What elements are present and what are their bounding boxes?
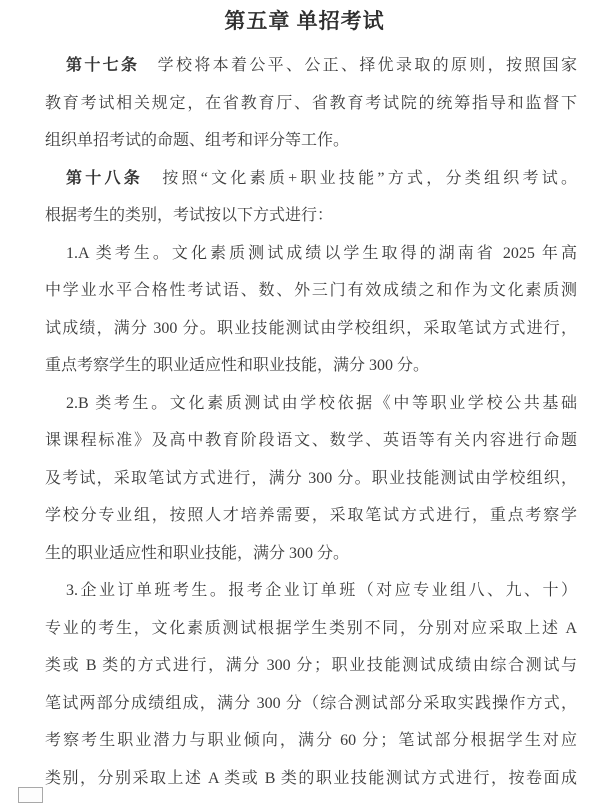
text-line [45, 385, 577, 423]
text-line [45, 347, 577, 385]
text-line [45, 235, 577, 273]
text-line [45, 610, 577, 648]
text-line [45, 535, 577, 573]
line-text: 学校将本着公平、公正、择优录取的原则，按照国家 [139, 57, 577, 74]
text-line [45, 722, 577, 760]
line-text: 按照“文化素质+职业技能”方式，分类组织考试。 [143, 169, 577, 187]
line-text: 笔试两部分成绩组成，满分 300 分（综合测试部分采取实践操作方式， [45, 694, 577, 712]
line-text: 2.B 类考生。文化素质测试由学校依据《中等职业学校公共基础 [66, 394, 577, 412]
line-text: 组织单招考试的命题、组考和评分等工作。 [45, 132, 350, 149]
document-body [45, 47, 577, 797]
text-line [45, 310, 577, 348]
line-text: 及考试，采取笔试方式进行，满分 300 分。职业技能测试由学校组织， [45, 469, 577, 487]
text-line [45, 685, 577, 723]
line-text: 考察考生职业潜力与职业倾向，满分 60 分；笔试部分根据学生对应 [45, 732, 577, 749]
line-text: 根据考生的类别，考试按以下方式进行： [45, 207, 334, 224]
line-text: 课课程标准》及高中教育阶段语文、数学、英语等有关内容进行命题 [45, 432, 577, 449]
article-number: 第十七条 [66, 57, 140, 74]
text-line [45, 85, 577, 123]
line-text: 生的职业适应性和职业技能，满分 300 分。 [45, 544, 350, 562]
text-line [45, 647, 577, 685]
chapter-title: 第五章 单招考试 [224, 9, 385, 33]
text-line [45, 272, 577, 310]
text-line [45, 460, 577, 498]
page-break-box [18, 787, 43, 803]
text-line [45, 497, 577, 535]
article-number: 第十八条 [66, 169, 144, 187]
line-text: 中学业水平合格性考试语、数、外三门有效成绩之和作为文化素质测 [45, 282, 577, 299]
text-line [45, 160, 577, 198]
line-text: 1.A 类考生。文化素质测试成绩以学生取得的湖南省 2025 年高 [66, 244, 577, 262]
line-text: 重点考察学生的职业适应性和职业技能，满分 300 分。 [45, 357, 430, 374]
line-text: 专业的考生，文化素质测试根据学生类别不同，分别对应采取上述 A [45, 619, 577, 637]
line-text: 教育考试相关规定，在省教育厅、省教育考试院的统筹指导和监督下 [45, 94, 577, 112]
line-text: 试成绩，满分 300 分。职业技能测试由学校组织，采取笔试方式进行， [45, 319, 577, 337]
line-text: 学校分专业组，按照人才培养需要，采取笔试方式进行，重点考察学 [45, 507, 577, 524]
line-text: 类或 B 类的方式进行，满分 300 分；职业技能测试成绩由综合测试与 [45, 657, 577, 674]
line-text: 类别，分别采取上述 A 类或 B 类的职业技能测试方式进行，按卷面成 [45, 769, 577, 787]
text-line [45, 422, 577, 460]
line-text: 3.企业订单班考生。报考企业订单班（对应专业组八、九、十） [66, 582, 577, 599]
text-line [45, 47, 577, 85]
text-line [45, 197, 577, 235]
text-line [45, 760, 577, 798]
text-line [45, 122, 577, 160]
text-line [45, 572, 577, 610]
